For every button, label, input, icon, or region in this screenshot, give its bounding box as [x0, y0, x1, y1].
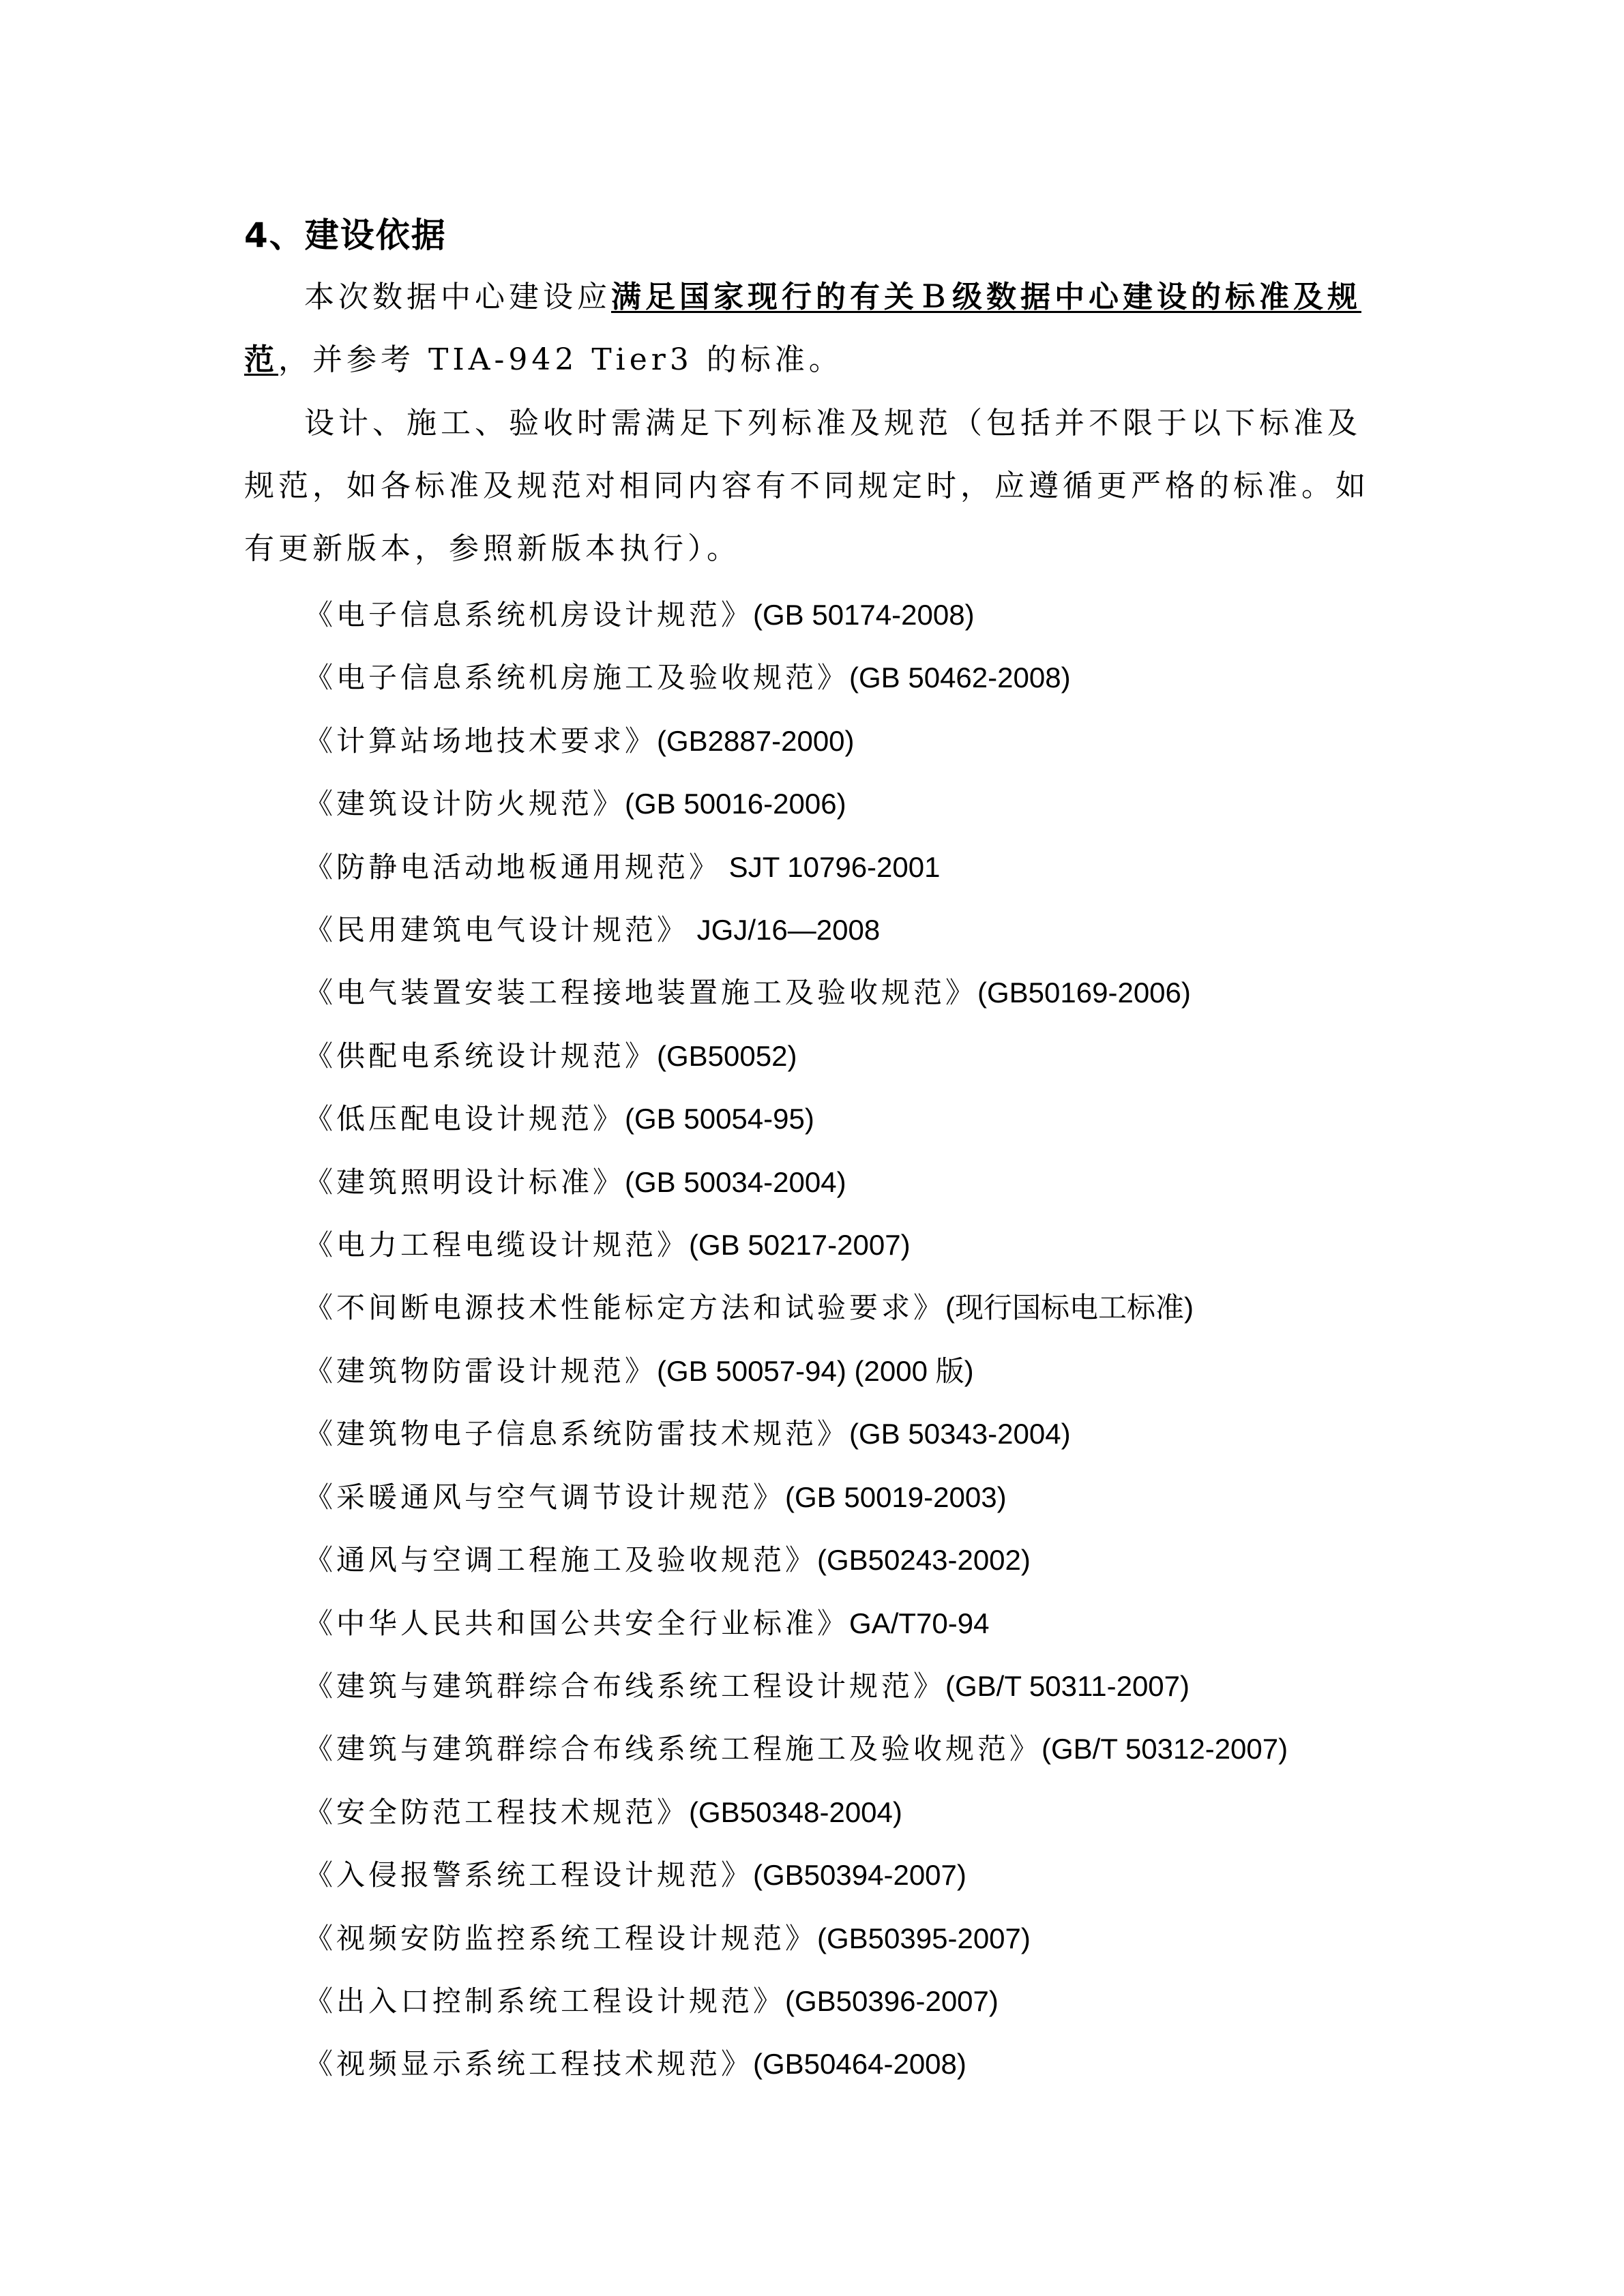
standard-code: SJT 10796-2001: [721, 850, 941, 883]
standard-title: 《建筑物防雷设计规范》: [304, 1354, 658, 1388]
standard-code: (GB 50034-2004): [625, 1165, 846, 1198]
standard-title: 《建筑与建筑群综合布线系统工程施工及验收规范》: [304, 1732, 1042, 1766]
standard-code: (GB/T 50312-2007): [1042, 1733, 1288, 1765]
standard-title: 《入侵报警系统工程设计规范》: [304, 1858, 754, 1892]
standard-item: [304, 773, 1288, 835]
standard-item: [304, 1214, 1288, 1277]
standard-code: (GB50243-2002): [817, 1544, 1031, 1577]
standard-code: (GB 50057-94) (2000 版): [657, 1354, 974, 1387]
standard-code: (GB50052): [657, 1039, 797, 1072]
standard-item: [304, 1970, 1288, 2033]
standard-item: [304, 1718, 1288, 1780]
standard-code: (GB50396-2007): [785, 1984, 999, 2017]
standard-item: [304, 899, 1288, 961]
intro-text-after: ，并参考 TIA-942 Tier3 的标准。: [278, 342, 843, 377]
standard-title: 《建筑照明设计标准》: [304, 1165, 625, 1199]
standard-title: 《电子信息系统机房施工及验收规范》: [304, 661, 850, 695]
standard-item: [304, 710, 1288, 773]
standard-item: [304, 1592, 1288, 1655]
standard-title: 《电子信息系统机房设计规范》: [304, 598, 754, 631]
standard-item: [304, 961, 1288, 1024]
section-heading: 4、建设依据: [244, 215, 447, 255]
standard-code: (GB50169-2006): [977, 976, 1191, 1009]
standard-code: JGJ/16—2008: [689, 914, 881, 946]
standard-code: (GB2887-2000): [657, 724, 855, 757]
standard-code: (GB 50343-2004): [849, 1418, 1071, 1450]
standard-item: [304, 584, 1288, 646]
standard-code: (GB50395-2007): [817, 1922, 1031, 1954]
standard-title: 《防静电活动地板通用规范》: [304, 850, 722, 884]
standard-item: [304, 1277, 1288, 1339]
standard-title: 《中华人民共和国公共安全行业标准》: [304, 1606, 850, 1640]
standard-item: [304, 1529, 1288, 1592]
standard-item: [304, 1403, 1288, 1465]
standard-code: (GB50348-2004): [689, 1795, 902, 1828]
standard-title: 《民用建筑电气设计规范》: [304, 913, 690, 947]
standard-title: 《出入口控制系统工程设计规范》: [304, 1984, 786, 2018]
standard-code: (GB 50217-2007): [689, 1229, 911, 1262]
standard-code: (GB 50016-2006): [625, 788, 846, 820]
standard-title: 《建筑物电子信息系统防雷技术规范》: [304, 1417, 850, 1451]
intro-paragraph: [244, 266, 1383, 391]
standard-title: 《视频安防监控系统工程设计规范》: [304, 1921, 818, 1955]
standard-item: [304, 1907, 1288, 1970]
standard-item: [304, 1151, 1288, 1214]
standard-title: 《低压配电设计规范》: [304, 1102, 625, 1136]
standard-code: (GB50464-2008): [753, 2048, 966, 2081]
standard-item: [304, 1781, 1288, 1844]
requirements-text: 设计、施工、验收时需满足下列标准及规范（包括并不限于以下标准及规范，如各标准及规范对相同内容有不同规定时，应遵循更严格的标准。如有更新版本，参照新版本执行）。: [244, 406, 1370, 566]
standard-code: (GB 50019-2003): [785, 1480, 1007, 1513]
standard-title: 《电力工程电缆设计规范》: [304, 1228, 690, 1262]
standard-item: [304, 1088, 1288, 1150]
standard-item: [304, 646, 1288, 709]
standard-title: 《供配电系统设计规范》: [304, 1039, 658, 1073]
intro-emphasis-underlined: 满足国家现行的有关Ｂ级数据中心建设的标准及规范: [244, 280, 1361, 377]
standard-code: (GB50394-2007): [753, 1859, 966, 1892]
standard-title: 《通风与空调工程施工及验收规范》: [304, 1543, 818, 1577]
standard-title: 《建筑与建筑群综合布线系统工程设计规范》: [304, 1669, 946, 1703]
standard-title: 《计算站场地技术要求》: [304, 724, 658, 758]
standard-title: 《建筑设计防火规范》: [304, 787, 625, 821]
standard-item: [304, 1340, 1288, 1403]
requirements-paragraph: [244, 392, 1383, 580]
standard-item: [304, 1025, 1288, 1088]
standard-title: 《采暖通风与空气调节设计规范》: [304, 1480, 786, 1514]
standard-code: (现行国标电工标准): [945, 1292, 1194, 1324]
standard-code: GA/T70-94: [849, 1607, 990, 1639]
standards-list: [304, 584, 1288, 2096]
standard-code: (GB/T 50311-2007): [945, 1669, 1190, 1702]
standard-item: [304, 1466, 1288, 1529]
standard-title: 《视频显示系统工程技术规范》: [304, 2047, 754, 2081]
standard-item: [304, 2033, 1288, 2096]
intro-text-before: 本次数据中心建设应: [304, 280, 611, 314]
standard-title: 《安全防范工程技术规范》: [304, 1795, 690, 1829]
standard-code: (GB 50174-2008): [753, 599, 975, 631]
standard-item: [304, 1655, 1288, 1718]
standard-title: 《不间断电源技术性能标定方法和试验要求》: [304, 1291, 946, 1325]
standard-code: (GB 50462-2008): [849, 661, 1071, 694]
standard-code: (GB 50054-95): [625, 1103, 814, 1135]
standard-item: [304, 836, 1288, 899]
standard-item: [304, 1844, 1288, 1907]
standard-title: 《电气装置安装工程接地装置施工及验收规范》: [304, 976, 978, 1010]
